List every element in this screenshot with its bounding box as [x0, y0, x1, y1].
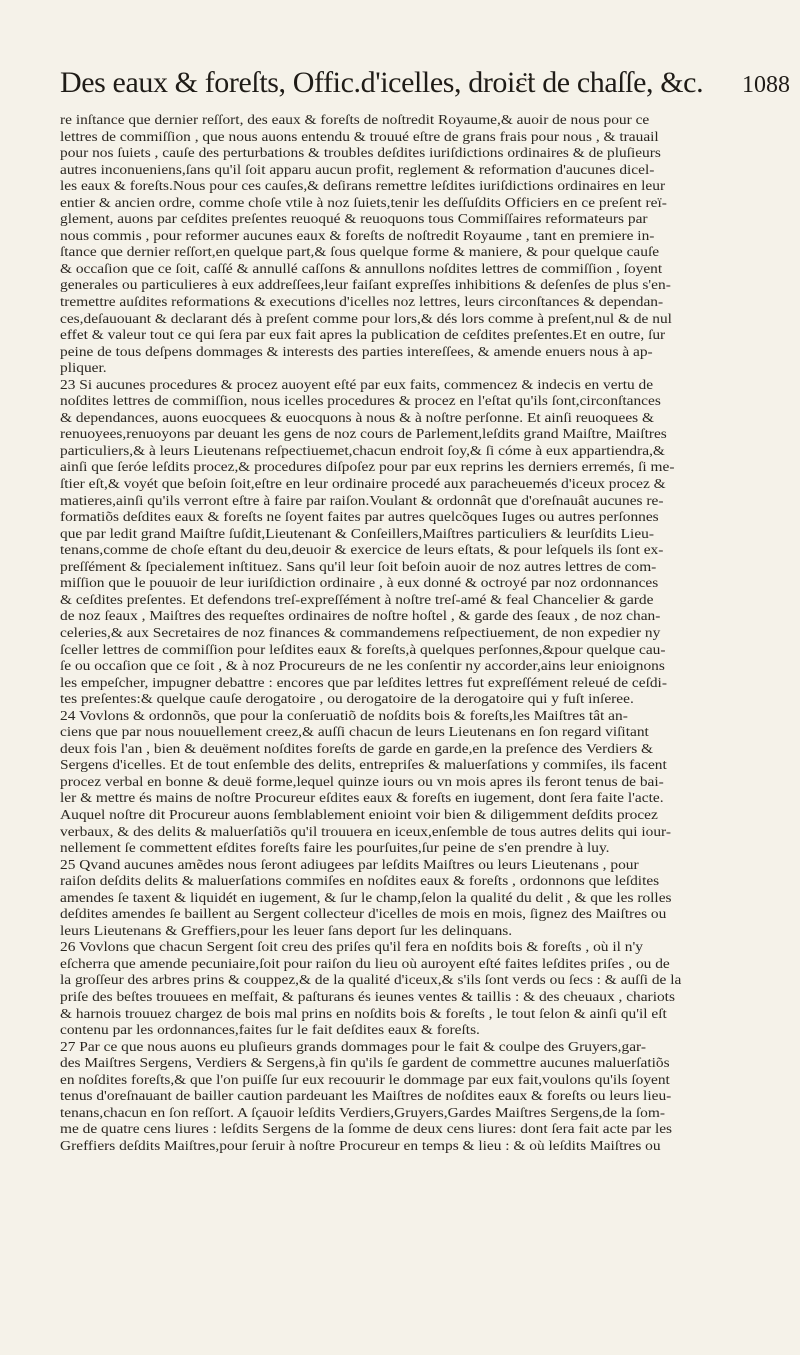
text-line: deux fois l'an , bien & deuëment noſdites foreſts de garde en garde,en la preſence des Verdiers &	[60, 740, 654, 756]
text-line: verbaux, & des delits & maluerſatiõs qu'il trouuera en iceux,enſemble de tous autres delits qui iour-	[60, 823, 672, 839]
text-line: lettres de commiſſion , que nous auons entendu & trouué eſtre de grans frais pour nous , & trauail	[60, 128, 659, 144]
text-line: nellement ſe commettent eſdites foreſts faire les pourſuites,ſur peine de s'en prendre à luy.	[60, 840, 610, 856]
text-line: effet & valeur tout ce qui ſera par eux fait apres la publication de ceſdites preſentes.Et en outre, ſur	[60, 327, 666, 343]
paragraph	[60, 112, 800, 377]
text-line: autres inconueniens,ſans qu'il ſoit apparu aucun profit, reglement & reformation d'aucunes dicel-	[60, 161, 655, 177]
text-line: Greffiers deſdits Maiſtres,pour ſeruir à noſtre Procureur en temps & lieu : & où leſdits Maiſtres ou	[60, 1137, 661, 1153]
text-line: & harnois trouuez chargez de bois mal prins en noſdits bois & foreſts , le tout ſelon & ainſi qu'il eſt	[60, 1005, 667, 1021]
running-head: Des eaux & foreſts, Offic.d'icelles, droiɛ̈t de chaſſe, &c.	[60, 66, 704, 99]
text-line: procez verbal en bonne & deuë forme,lequel quinze iours ou vn mois apres ils feront tenus de bai-	[60, 773, 664, 789]
text-line: ſe ou occaſion que ce ſoit , & à noz Procureurs de ne les conſentir ny accorder,ains leur enioignons	[60, 658, 665, 674]
text-line: & ceſdites preſentes. Et defendons treſ-expreſſément à noſtre treſ-amé & feal Chancelier & garde	[60, 591, 654, 607]
text-line: particuliers,& à leurs Lieutenans reſpectiuemet,chacun endroit ſoy,& ſi cóme à eux appartiendra,&	[60, 442, 665, 458]
text-line: raiſon deſdits delits & maluerſations commiſes en noſdites eaux & foreſts , ordonnons que leſdites	[60, 873, 660, 889]
text-line: 24 Vovlons & ordonnõs, que pour la conſeruatiõ de noſdits bois & foreſts,les Maiſtres tât an-	[60, 707, 628, 723]
text-line: les eaux & foreſts.Nous pour ces cauſes,& deſirans remettre leſdites iuriſdictions ordinaires en leur	[60, 178, 666, 194]
text-line: ler & mettre és mains de noſtre Procureur eſdites eaux & foreſts en iugement, dont ſera faite l'acte.	[60, 790, 664, 806]
paragraph	[60, 377, 800, 708]
text-line: amendes ſe taxent & liquidét en iugement, & ſur le champ,ſelon la qualité du delit , & que les rolles	[60, 889, 672, 905]
text-line: tremettre auſdites reformations & executions d'icelles noz lettres, leurs circonſtances & dependan-	[60, 294, 664, 310]
text-line: nous commis , pour reformer aucunes eaux & foreſts de noſtredit Royaume , tant en premiere in-	[60, 227, 655, 243]
text-line: Sergens d'icelles. Et de tout enſemble des delits, entrepriſes & maluerſations y commiſes, ils facent	[60, 757, 667, 773]
text-line: 25 Qvand aucunes amẽdes nous ſeront adiugees par leſdits Maiſtres ou leurs Lieutenans , pour	[60, 856, 639, 872]
text-line: pliquer.	[60, 360, 107, 376]
paragraph	[60, 1039, 800, 1155]
text-line: 27 Par ce que nous auons eu pluſieurs grands dommages pour le fait & coulpe des Gruyers,gar-	[60, 1038, 646, 1054]
text-line: 23 Si aucunes procedures & procez auoyent eſté par eux faits, commencez & indecis en vertu de	[60, 376, 654, 392]
text-line: tes preſentes:& quelque cauſe derogatoire , ou derogatoire de la derogatoire qui y fuſt inſeree.	[60, 691, 634, 707]
text-line: formatiõs deſdites eaux & foreſts ne ſoyent faites par autres quelcõques Iuges ou autres perſonnes	[60, 509, 659, 525]
text-line: ciens que par nous nouuellement creez,& auſſi chacun de leurs Lieutenans en ſon regard viſitant	[60, 724, 649, 740]
page-number: 1088	[742, 72, 790, 98]
text-line: ſtier eſt,& voyét que beſoin ſoit,eſtre en leur ordinaire procedé aux paracheuemés d'iceux procez &	[60, 476, 666, 492]
text-line: celeries,& aux Secretaires de noz finances & commandemens reſpectiuement, de non expedier ny	[60, 624, 661, 640]
text-line: eſcherra que amende pecuniaire,ſoit pour raiſon du lieu où auroyent eſté faites leſdites priſes , ou de	[60, 955, 670, 971]
text-line: noſdites lettres de commiſſion, nous icelles procedures & procez en l'eſtat qu'ils ſont,circonſtances	[60, 393, 661, 409]
text-line: leurs Lieutenans & Greffiers,pour les leuer ſans deport ſur les delinquans.	[60, 922, 513, 938]
text-line: matieres,ainſi qu'ils verront eſtre à faire par raiſon.Voulant & ordonnât que d'oreſnauât aucunes re-	[60, 492, 664, 508]
text-line: 26 Vovlons que chacun Sergent ſoit creu des priſes qu'il fera en noſdits bois & foreſts , où il n'y	[60, 939, 643, 955]
text-line: pour nos ſuiets , cauſe des perturbations & troubles deſdites iuriſdictions ordinaires & de pluſieurs	[60, 145, 661, 161]
text-line: preſſément & ſpecialement inſtituez. Sans qu'il leur ſoit beſoin auoir de noz autres lettres de com-	[60, 558, 657, 574]
text-line: Auquel noſtre dit Procureur auons ſemblablement enioint voir bien & diligemment deſdits procez	[60, 806, 658, 822]
text-line: des Maiſtres Sergens, Verdiers & Sergens,à fin qu'ils ſe gardent de commettre aucunes maluerſatiõs	[60, 1055, 670, 1071]
text-line: glement, auons par ceſdites preſentes reuoqué & reuoquons tous Commiſſaires reformateurs par	[60, 211, 648, 227]
text-line: la groſſeur des arbres prins & couppez,& de la qualité d'iceux,& s'ils ſont verds ou ſecs : & auſſi de la	[60, 972, 682, 988]
text-line: deſdites amendes ſe baillent au Sergent collecteur d'icelles de mois en mois, ſignez des Maiſtres ou	[60, 906, 667, 922]
paragraph	[60, 857, 800, 940]
text-line: tenans,comme de choſe eſtant du deu,deuoir & exercice de leurs eſtats, & pour leſquels ils ſont ex-	[60, 542, 664, 558]
text-line: contenu par les ordonnances,faites ſur le fait deſdites eaux & foreſts.	[60, 1022, 480, 1038]
text-line: tenans,chacun en ſon reſſort. A ſçauoir leſdits Verdiers,Gruyers,Gardes Maiſtres Sergens,de la ſom-	[60, 1104, 665, 1120]
text-line: ſtance que dernier reſſort,en quelque part,& ſous quelque forme & maniere, & pour quelque cauſe	[60, 244, 660, 260]
text-line: tenus d'oreſnauant de bailler caution pardeuant les Maiſtres de noſdites eaux & foreſts ou leurs lieu-	[60, 1088, 672, 1104]
text-line: miſſion que le pouuoir de leur iuriſdiction ordinaire , à eux donné & octroyé par noz ordonnances	[60, 575, 659, 591]
text-line: entier & ancien ordre, comme choſe vtile à noz ſuiets,tenir les deſſuſdits Officiers en ce preſent reï-	[60, 194, 667, 210]
text-line: ainſi que ſeróe leſdits procez,& procedures diſpoſez pour par eux reprins les derniers erremés, ſi me-	[60, 459, 675, 475]
text-line: ces,deſauouant & declarant dés à preſent comme pour lors,& dés lors comme à preſent,nul & de nul	[60, 310, 672, 326]
page-header	[60, 66, 790, 100]
text-line: priſe des beſtes trouuees en meſfait, & paſturans és ieunes ventes & taillis : & des cheuaux , chariots	[60, 988, 675, 1004]
text-line: en noſdites foreſts,& que l'on puiſſe ſur eux recouurir le dommage par eux fait,voulons qu'ils ſoyent	[60, 1071, 670, 1087]
text-line: peine de tous deſpens dommages & interests des parties intereſſees, & amende enuers nous à ap-	[60, 343, 653, 359]
text-line: & dependances, auons euocquees & euocquons à nous & à noſtre perſonne. Et ainſi reuoquees &	[60, 409, 654, 425]
text-line: que par ledit grand Maiſtre ſuſdit,Lieutenant & Conſeillers,Maiſtres particuliers & leurſdits Lieu-	[60, 525, 654, 541]
text-line: re inſtance que dernier reſſort, des eaux & foreſts de noſtredit Royaume,& auoir de nous pour ce	[60, 112, 650, 127]
paragraph	[60, 939, 800, 1038]
text-line: generales ou particulieres à eux addreſſees,leur faiſant expreſſes inhibitions & deſenſes de plus s'en-	[60, 277, 671, 293]
text-line: & occaſion que ce ſoit, caſſé & annullé caſſons & annullons noſdites lettres de commiſſion , ſoyent	[60, 260, 663, 276]
text-line: ſceller lettres de commiſſion pour leſdites eaux & foreſts,à quelques perſonnes,&pour quelque cau-	[60, 641, 666, 657]
text-line: renuoyees,renuoyons par deuant les gens de noz cours de Parlement,leſdits grand Maiſtre, Maiſtres	[60, 426, 667, 442]
body-text	[60, 112, 800, 1154]
text-line: les empeſcher, impugner debattre : encores que par leſdites lettres fut expreſſément releué de ceſdi-	[60, 674, 667, 690]
text-line: me de quatre cens liures : leſdits Sergens de la ſomme de deux cens liures: dont ſera fait acte par les	[60, 1121, 673, 1137]
paragraph	[60, 708, 800, 857]
text-line: de noz ſeaux , Maiſtres des requeſtes ordinaires de noſtre hoſtel , & garde des ſeaux , de noz chan-	[60, 608, 661, 624]
